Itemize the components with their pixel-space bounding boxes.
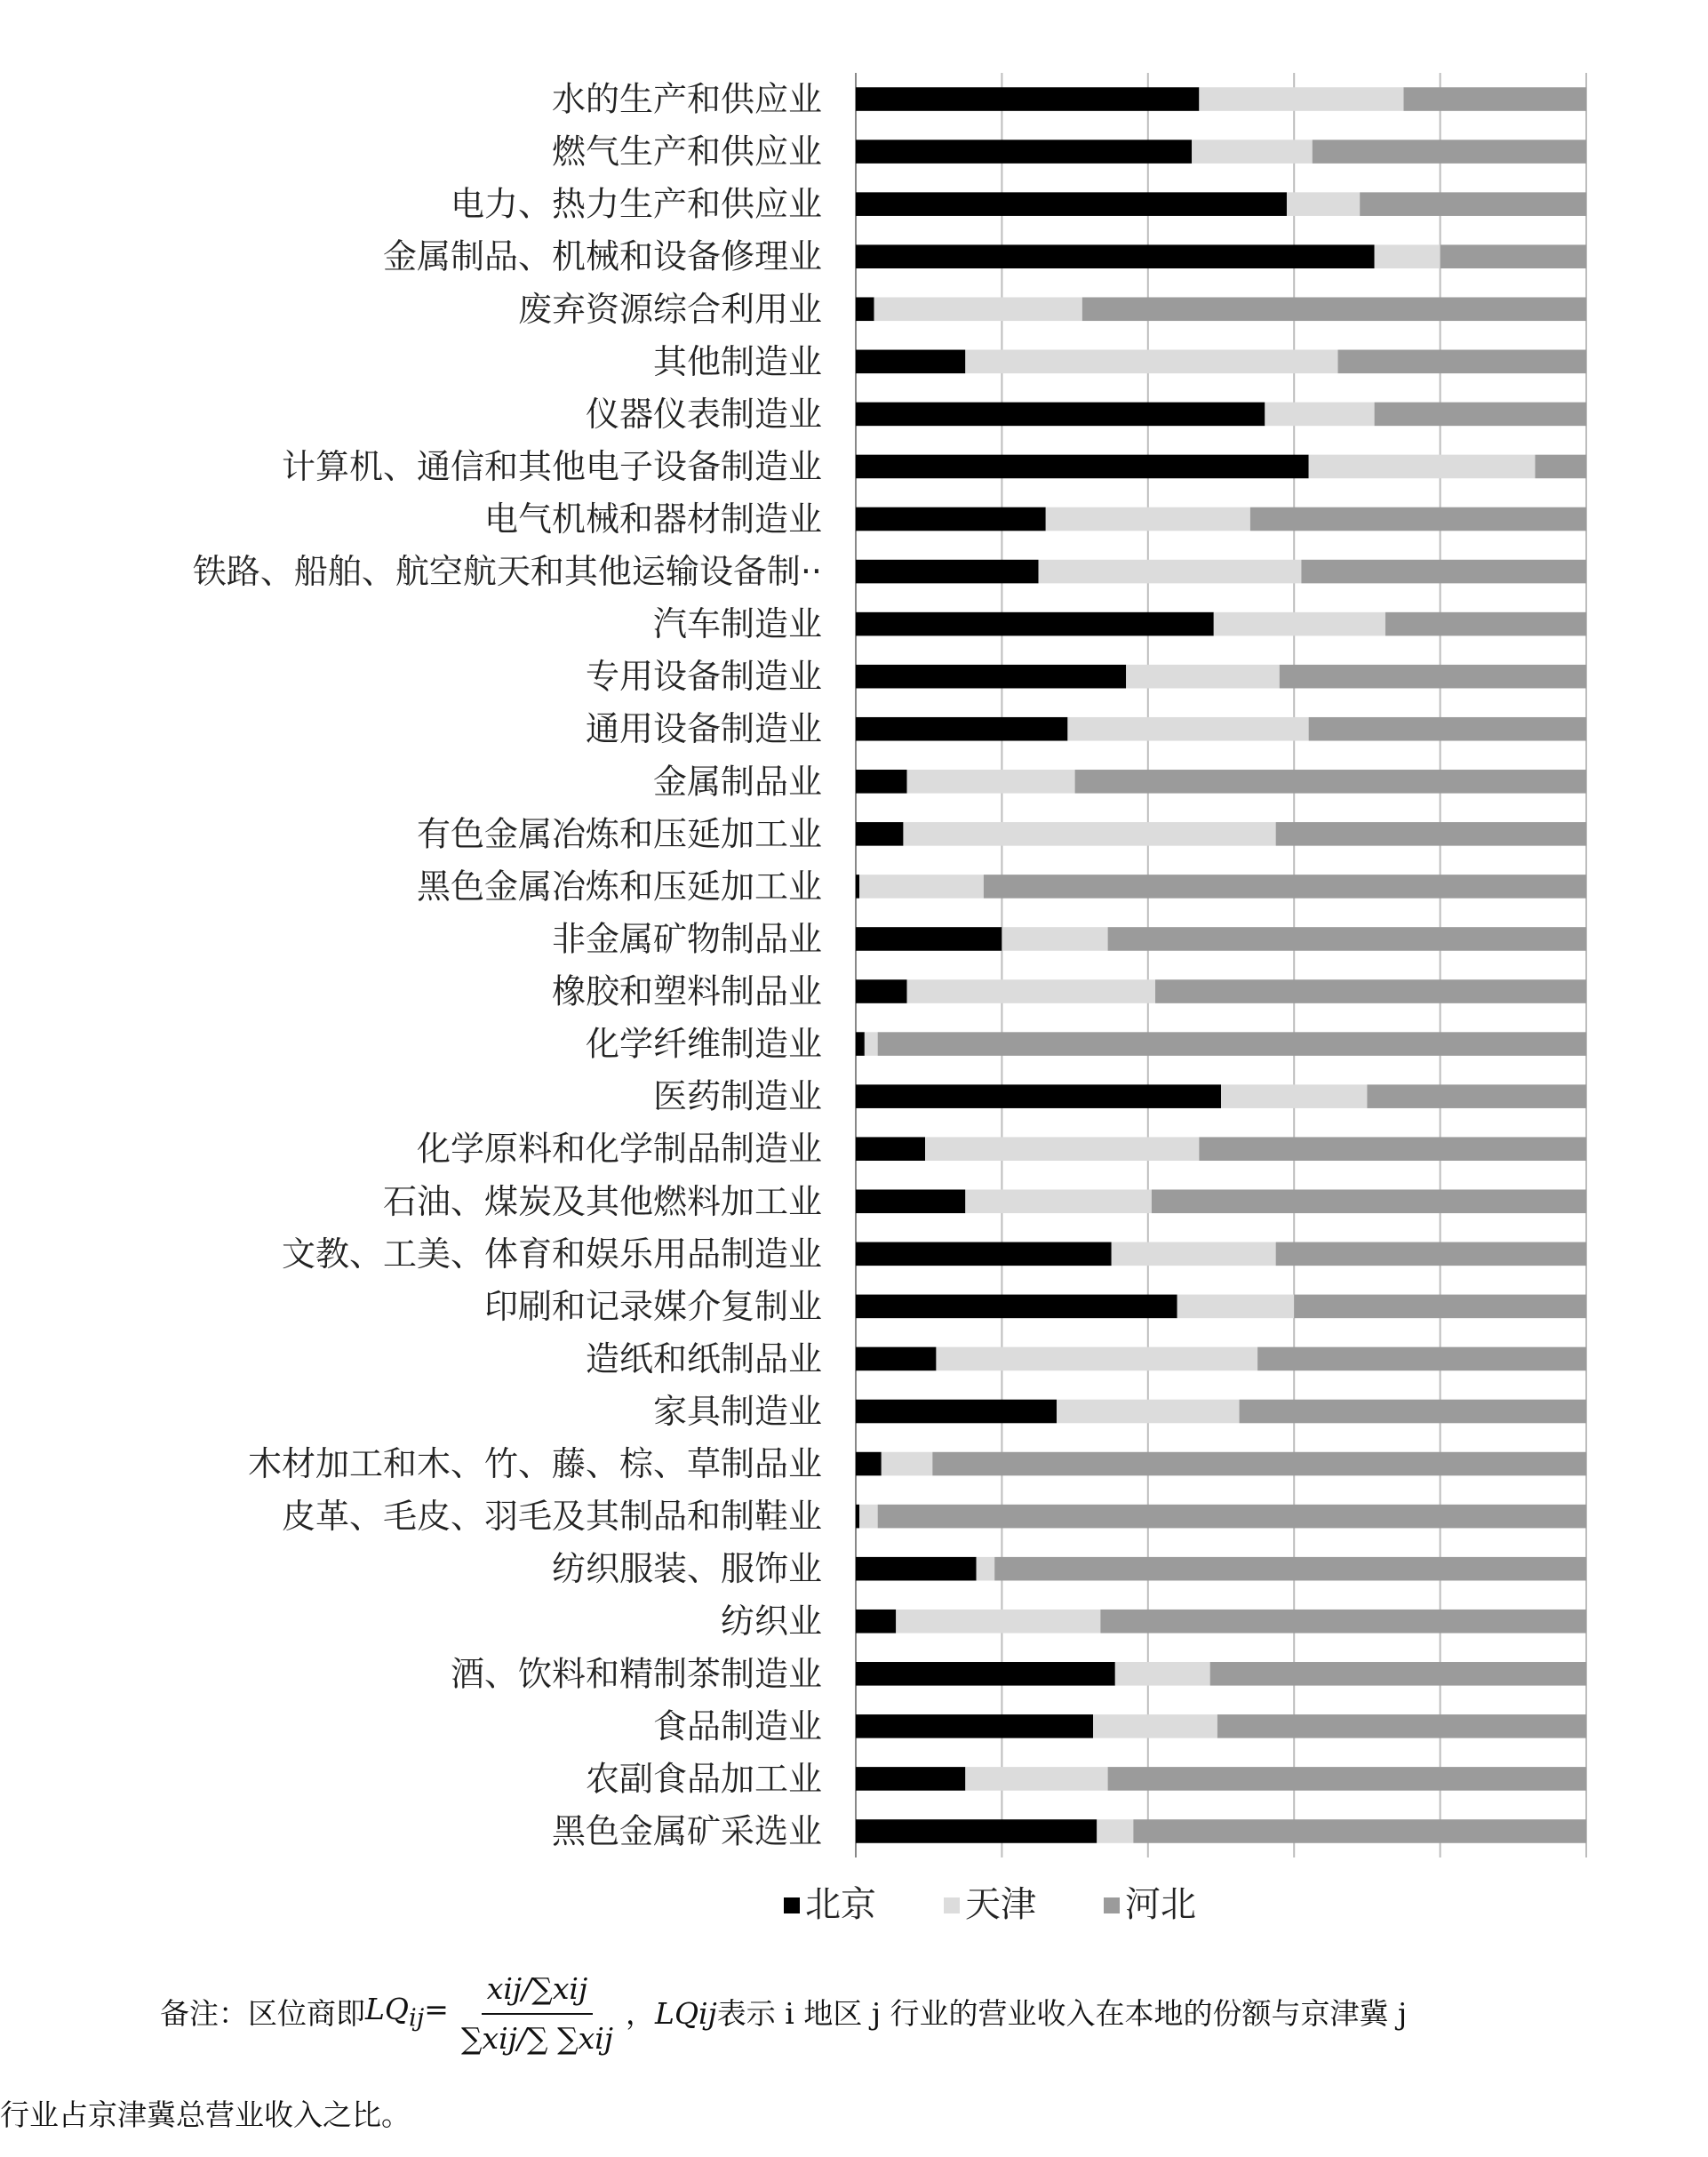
bar-segment-beijing bbox=[856, 297, 874, 321]
category-label: 纺织业 bbox=[720, 1602, 822, 1642]
bar-segment-tianjin bbox=[925, 1137, 1199, 1161]
bar-segment-beijing bbox=[856, 717, 1067, 741]
legend bbox=[784, 1884, 1196, 1925]
bar-segment-beijing bbox=[856, 1189, 965, 1213]
bar-segment-tianjin bbox=[965, 350, 1337, 374]
footnote-line-2 bbox=[0, 2095, 1617, 2136]
formula-numerator: xij/∑xij bbox=[482, 1969, 593, 2015]
bar-segment-tianjin bbox=[1067, 717, 1308, 741]
bar-segment-tianjin bbox=[1265, 403, 1374, 427]
bar-segment-hebei bbox=[878, 1505, 1586, 1529]
bar-segment-tianjin bbox=[1375, 244, 1441, 268]
bar-segment-tianjin bbox=[1057, 1400, 1240, 1424]
bar-segment-tianjin bbox=[1097, 1819, 1133, 1843]
bar-segment-beijing bbox=[856, 192, 1287, 216]
bar-segment-tianjin bbox=[1199, 87, 1403, 111]
category-label: 黑色金属冶炼和压延加工业 bbox=[416, 867, 822, 907]
bar-segment-tianjin bbox=[1002, 927, 1107, 951]
category-label: 仪器仪表制造业 bbox=[585, 394, 822, 434]
footnote bbox=[0, 1969, 1617, 2136]
category-label: 铁路、船舶、航空航天和其他运输设备制·· bbox=[192, 552, 822, 592]
category-label: 金属制品业 bbox=[652, 762, 822, 802]
bar-segment-beijing bbox=[856, 927, 1002, 951]
category-label: 木材加工和木、竹、藤、棕、草制品业 bbox=[247, 1444, 822, 1484]
bar-segment-beijing bbox=[856, 140, 1192, 164]
category-label: 燃气生产和供应业 bbox=[551, 132, 822, 172]
bar-segment-hebei bbox=[1360, 192, 1586, 216]
bar-segment-hebei bbox=[1082, 297, 1586, 321]
bar-segment-beijing bbox=[856, 1400, 1057, 1424]
bar-segment-tianjin bbox=[907, 979, 1155, 1003]
category-label: 电气机械和器材制造业 bbox=[483, 499, 822, 539]
category-label: 食品制造业 bbox=[652, 1706, 822, 1746]
bar-segment-hebei bbox=[1108, 1767, 1586, 1791]
bar-segment-hebei bbox=[1100, 1610, 1586, 1634]
bar-segment-hebei bbox=[1280, 665, 1586, 689]
category-label: 医药制造业 bbox=[652, 1076, 822, 1116]
lq-symbol-again: LQij bbox=[655, 1996, 717, 2031]
footnote-prefix: 备注：区位商即 bbox=[160, 1996, 365, 2031]
bar-segment-hebei bbox=[1257, 1347, 1586, 1371]
lq-symbol: $LQ_{ij}=$ bbox=[365, 1992, 449, 2033]
bar-segment-hebei bbox=[1385, 612, 1586, 636]
category-label: 水的生产和供应业 bbox=[551, 79, 822, 119]
bar-segment-tianjin bbox=[903, 822, 1275, 846]
category-label: 家具制造业 bbox=[652, 1392, 822, 1431]
category-label: 金属制品、机械和设备修理业 bbox=[382, 236, 822, 276]
bar-segment-beijing bbox=[856, 1137, 925, 1161]
lq-symbol-text: LQ bbox=[365, 1992, 409, 2027]
bar-segment-beijing bbox=[856, 1505, 859, 1529]
bar-segment-beijing bbox=[856, 1452, 882, 1476]
category-label: 纺织服装、服饰业 bbox=[551, 1549, 822, 1589]
bar-segment-hebei bbox=[1441, 244, 1586, 268]
bar-segment-tianjin bbox=[1287, 192, 1360, 216]
bar-segment-beijing bbox=[856, 1662, 1115, 1686]
bar-segment-beijing bbox=[856, 1610, 896, 1634]
bar-segment-beijing bbox=[856, 350, 965, 374]
bar-series-group bbox=[856, 87, 1586, 1843]
category-label: 黑色金属矿采选业 bbox=[551, 1811, 822, 1851]
bar-segment-tianjin bbox=[896, 1610, 1100, 1634]
bar-segment-hebei bbox=[1075, 770, 1586, 794]
bar-segment-tianjin bbox=[1039, 560, 1302, 584]
bar-segment-tianjin bbox=[882, 1452, 933, 1476]
bar-segment-hebei bbox=[1294, 1295, 1586, 1319]
bar-segment-beijing bbox=[856, 1295, 1177, 1319]
category-labels bbox=[193, 80, 822, 1851]
bar-segment-hebei bbox=[984, 875, 1586, 899]
category-label: 废弃资源综合利用业 bbox=[517, 289, 822, 329]
category-label: 农副食品加工业 bbox=[585, 1759, 822, 1799]
category-label: 酒、饮料和精制茶制造业 bbox=[450, 1654, 822, 1694]
bar-segment-hebei bbox=[1301, 560, 1586, 584]
bar-segment-beijing bbox=[856, 1714, 1093, 1738]
category-label: 造纸和纸制品业 bbox=[585, 1338, 822, 1378]
footnote-separator: ， bbox=[626, 1996, 656, 2031]
legend-label-beijing: 北京 bbox=[805, 1884, 876, 1925]
bar-segment-hebei bbox=[1240, 1400, 1586, 1424]
bar-segment-tianjin bbox=[859, 1505, 878, 1529]
bar-segment-tianjin bbox=[1115, 1662, 1210, 1686]
bar-segment-hebei bbox=[1309, 717, 1586, 741]
bar-segment-tianjin bbox=[874, 297, 1082, 321]
bar-segment-tianjin bbox=[965, 1189, 1152, 1213]
bar-segment-beijing bbox=[856, 244, 1375, 268]
category-label: 专用设备制造业 bbox=[585, 657, 822, 697]
category-label: 汽车制造业 bbox=[652, 604, 822, 644]
bar-segment-beijing bbox=[856, 1557, 977, 1581]
bar-segment-beijing bbox=[856, 612, 1214, 636]
category-label: 计算机、通信和其他电子设备制造业 bbox=[281, 446, 822, 486]
bar-segment-beijing bbox=[856, 87, 1199, 111]
footnote-line-2-text: 行业占京津冀总营业收入之比。 bbox=[0, 2097, 411, 2132]
category-label: 皮革、毛皮、羽毛及其制品和制鞋业 bbox=[281, 1497, 822, 1537]
bar-segment-hebei bbox=[1276, 1242, 1586, 1266]
bar-segment-hebei bbox=[1108, 927, 1586, 951]
bar-segment-beijing bbox=[856, 455, 1309, 479]
bar-segment-beijing bbox=[856, 875, 859, 899]
category-label: 文教、工美、体育和娱乐用品制造业 bbox=[281, 1234, 822, 1274]
bar-segment-beijing bbox=[856, 507, 1046, 531]
bar-segment-tianjin bbox=[907, 770, 1075, 794]
bar-segment-beijing bbox=[856, 1767, 965, 1791]
category-label: 印刷和记录媒介复制业 bbox=[483, 1286, 822, 1326]
bar-segment-hebei bbox=[1250, 507, 1586, 531]
bar-segment-hebei bbox=[1404, 87, 1587, 111]
legend-label-tianjin: 天津 bbox=[965, 1884, 1036, 1925]
bar-segment-hebei bbox=[1535, 455, 1586, 479]
legend-label-hebei: 河北 bbox=[1125, 1884, 1196, 1925]
bar-segment-beijing bbox=[856, 403, 1265, 427]
bar-segment-tianjin bbox=[936, 1347, 1257, 1371]
lq-formula bbox=[456, 1969, 619, 2059]
bar-segment-tianjin bbox=[1177, 1295, 1295, 1319]
category-label: 橡胶和塑料制品业 bbox=[551, 971, 822, 1011]
category-label: 电力、热力生产和供应业 bbox=[450, 184, 822, 224]
legend-swatch-tianjin bbox=[944, 1897, 960, 1913]
bar-segment-hebei bbox=[1133, 1819, 1586, 1843]
footnote-line-1 bbox=[160, 1969, 1617, 2059]
bar-segment-beijing bbox=[856, 822, 903, 846]
bar-segment-tianjin bbox=[1112, 1242, 1276, 1266]
bar-segment-hebei bbox=[1338, 350, 1586, 374]
bar-segment-tianjin bbox=[977, 1557, 995, 1581]
bar-segment-hebei bbox=[932, 1452, 1586, 1476]
bar-segment-beijing bbox=[856, 665, 1126, 689]
bar-segment-tianjin bbox=[1192, 140, 1313, 164]
bar-segment-beijing bbox=[856, 1819, 1097, 1843]
bar-segment-tianjin bbox=[1309, 455, 1536, 479]
bar-segment-hebei bbox=[1199, 1137, 1586, 1161]
bar-segment-hebei bbox=[1155, 979, 1586, 1003]
footnote-description: 表示 i 地区 j 行业的营业收入在本地的份额与京津冀 j bbox=[716, 1996, 1408, 2031]
bar-segment-beijing bbox=[856, 1032, 865, 1056]
category-label: 其他制造业 bbox=[652, 341, 822, 381]
bar-segment-hebei bbox=[1313, 140, 1586, 164]
category-label: 石油、煤炭及其他燃料加工业 bbox=[382, 1181, 822, 1221]
bar-segment-hebei bbox=[1375, 403, 1586, 427]
bar-segment-beijing bbox=[856, 979, 907, 1003]
grid-lines bbox=[856, 73, 1586, 1857]
bar-segment-beijing bbox=[856, 560, 1039, 584]
bar-segment-tianjin bbox=[1093, 1714, 1217, 1738]
legend-swatch-beijing bbox=[784, 1897, 800, 1913]
category-label: 非金属矿物制品业 bbox=[551, 919, 822, 959]
category-label: 通用设备制造业 bbox=[585, 709, 822, 749]
bar-segment-tianjin bbox=[1126, 665, 1280, 689]
bar-segment-tianjin bbox=[1214, 612, 1385, 636]
bar-segment-beijing bbox=[856, 1084, 1221, 1108]
category-label: 化学纤维制造业 bbox=[585, 1024, 822, 1064]
bar-segment-hebei bbox=[1210, 1662, 1586, 1686]
category-label: 有色金属冶炼和压延加工业 bbox=[416, 814, 822, 854]
bar-segment-hebei bbox=[1367, 1084, 1586, 1108]
bar-segment-hebei bbox=[1152, 1189, 1586, 1213]
bar-segment-beijing bbox=[856, 770, 907, 794]
bar-segment-tianjin bbox=[1046, 507, 1250, 531]
bar-segment-hebei bbox=[878, 1032, 1586, 1056]
bar-segment-tianjin bbox=[1221, 1084, 1367, 1108]
bar-segment-beijing bbox=[856, 1347, 936, 1371]
bar-segment-tianjin bbox=[965, 1767, 1107, 1791]
bar-segment-hebei bbox=[1276, 822, 1586, 846]
bar-segment-hebei bbox=[1217, 1714, 1586, 1738]
bar-segment-tianjin bbox=[865, 1032, 878, 1056]
bar-segment-beijing bbox=[856, 1242, 1112, 1266]
lq-subscript: ij bbox=[408, 2003, 425, 2033]
category-label: 化学原料和化学制品制造业 bbox=[416, 1129, 822, 1169]
bar-segment-hebei bbox=[994, 1557, 1586, 1581]
formula-denominator: ∑xij/∑ ∑xij bbox=[460, 2021, 614, 2056]
legend-swatch-hebei bbox=[1104, 1897, 1120, 1913]
bar-segment-tianjin bbox=[859, 875, 984, 899]
